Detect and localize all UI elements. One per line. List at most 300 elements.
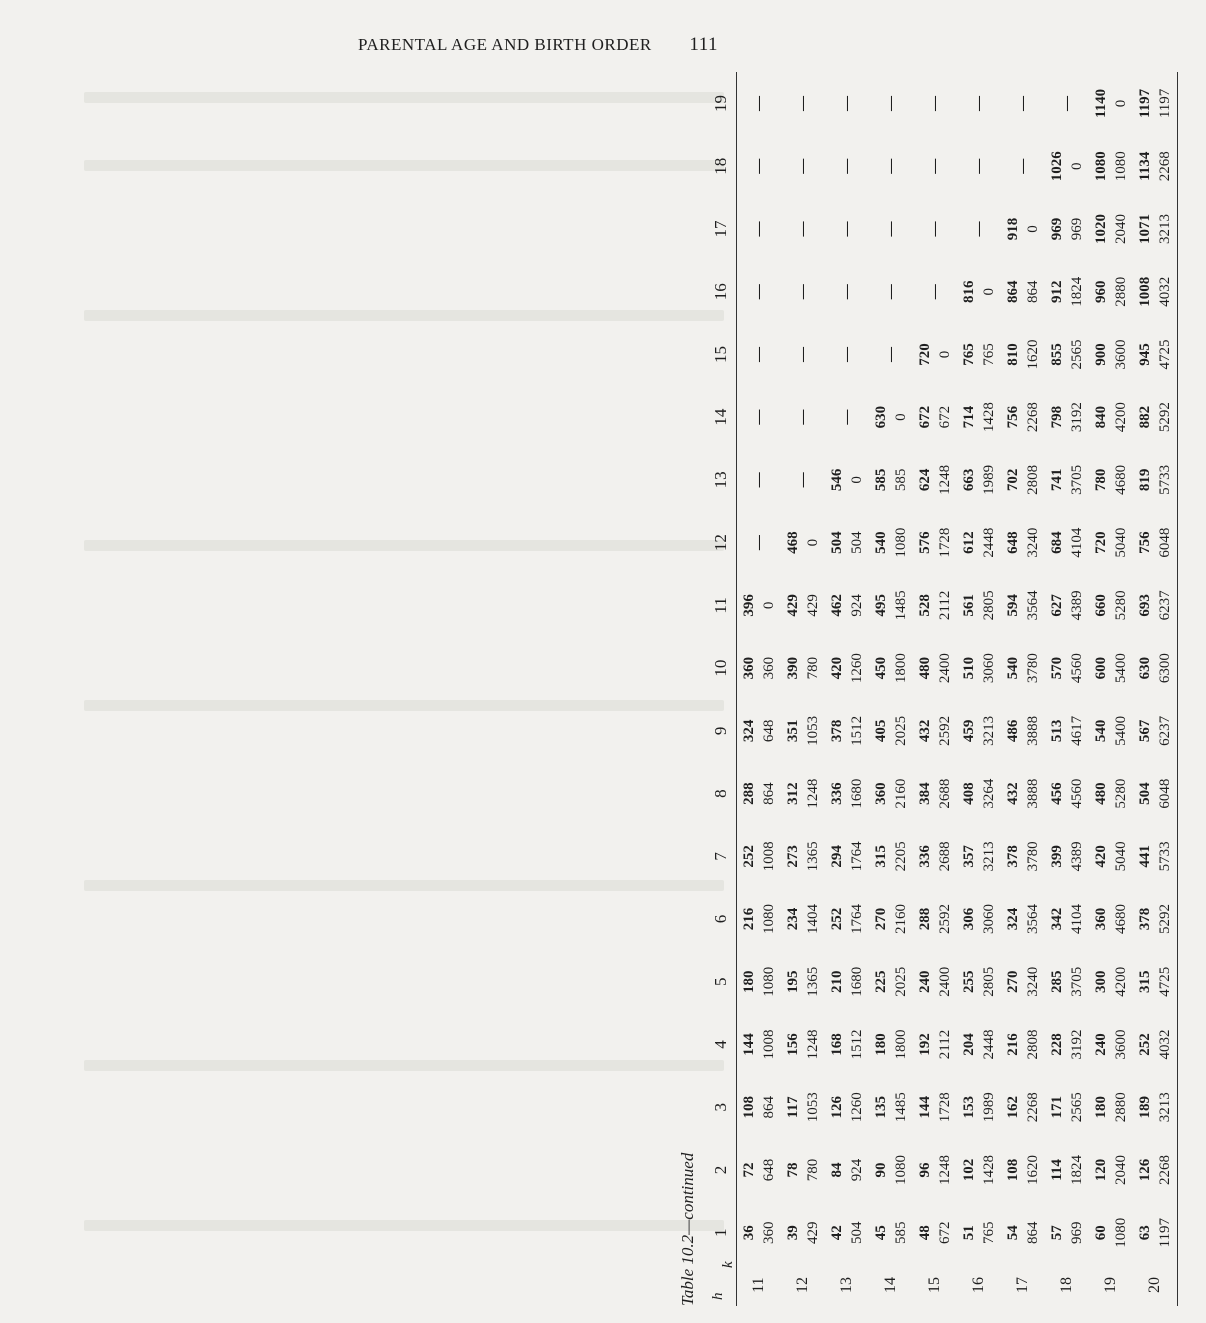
cell-secondary-value: 672: [937, 405, 953, 429]
cell-primary-value: 342: [1049, 907, 1065, 931]
cell-primary-value: 156: [785, 1033, 801, 1056]
show-through-line: [84, 700, 724, 711]
table-cell: [1133, 1013, 1178, 1076]
cell-secondary-value: 2880: [1113, 1092, 1129, 1123]
cell-primary-value: 252: [741, 845, 757, 868]
cell-primary-value: 540: [1093, 719, 1109, 743]
cell-primary-value: —: [927, 221, 943, 237]
cell-secondary-value: 0: [761, 601, 777, 610]
cell-primary-value: 1008: [1137, 276, 1153, 307]
cell-primary-value: —: [1059, 95, 1075, 111]
cell-secondary-value: 3600: [1113, 1029, 1129, 1060]
table-cell: [913, 574, 957, 637]
cell-primary-value: 84: [829, 1162, 845, 1178]
table-cell: [1045, 198, 1089, 261]
table-cell: [913, 1201, 957, 1264]
row-header: 14: [882, 1277, 899, 1294]
table-cell: [825, 135, 869, 198]
cell-secondary-value: 765: [981, 343, 997, 366]
cell-secondary-value: 5040: [1113, 841, 1129, 872]
cell-primary-value: —: [883, 221, 899, 237]
cell-primary-value: —: [751, 346, 767, 362]
cell-secondary-value: 429: [805, 1221, 821, 1244]
column-header: 18: [711, 157, 730, 175]
table-cell: [1133, 888, 1178, 951]
cell-primary-value: 204: [961, 1033, 977, 1056]
cell-secondary-value: 1197: [1157, 1217, 1173, 1248]
data-table: [706, 72, 1178, 1306]
table-cell: [913, 888, 957, 951]
cell-primary-value: 456: [1049, 782, 1065, 805]
table-row: [957, 72, 1001, 1306]
table-cell: [781, 1013, 825, 1076]
cell-primary-value: 36: [741, 1225, 757, 1241]
cell-primary-value: 60: [1093, 1225, 1109, 1241]
table-cell: [1133, 762, 1178, 825]
cell-secondary-value: 672: [937, 1221, 953, 1244]
cell-primary-value: 513: [1049, 719, 1065, 743]
cell-primary-value: 357: [961, 845, 977, 868]
cell-primary-value: 384: [917, 782, 933, 805]
cell-primary-value: —: [971, 95, 987, 111]
cell-primary-value: 96: [917, 1162, 933, 1178]
cell-primary-value: 1134: [1137, 151, 1153, 181]
table-cell: [825, 449, 869, 512]
table-cell: [737, 1201, 782, 1264]
cell-secondary-value: 2205: [893, 841, 909, 872]
cell-secondary-value: 1485: [893, 1092, 909, 1123]
cell-primary-value: —: [795, 284, 811, 300]
cell-secondary-value: 429: [805, 594, 821, 617]
cell-primary-value: 714: [961, 405, 977, 429]
table-cell: [1045, 888, 1089, 951]
cell-primary-value: 408: [961, 782, 977, 805]
cell-primary-value: 78: [785, 1162, 801, 1178]
table-cell: [869, 574, 913, 637]
table-cell: [781, 1139, 825, 1202]
cell-secondary-value: 1080: [1113, 1217, 1129, 1248]
table-cell: [781, 574, 825, 637]
cell-primary-value: 756: [1005, 405, 1021, 429]
table-cell: [869, 888, 913, 951]
cell-primary-value: 102: [961, 1158, 977, 1182]
cell-primary-value: 765: [961, 343, 977, 366]
cell-secondary-value: 0: [1069, 162, 1085, 170]
cell-secondary-value: 1008: [761, 841, 777, 872]
cell-primary-value: 315: [1137, 970, 1153, 994]
table-cell: [825, 198, 869, 261]
cell-secondary-value: 2805: [981, 590, 997, 621]
cell-primary-value: 528: [917, 594, 933, 617]
cell-primary-value: 630: [1137, 656, 1153, 680]
cell-secondary-value: 4032: [1157, 276, 1173, 307]
cell-secondary-value: 924: [849, 1158, 865, 1182]
cell-primary-value: 561: [961, 594, 977, 617]
column-header: 3: [711, 1103, 730, 1112]
cell-secondary-value: 3888: [1025, 778, 1041, 809]
cell-secondary-value: 1620: [1025, 339, 1041, 370]
cell-primary-value: 450: [873, 656, 889, 680]
cell-secondary-value: 3780: [1025, 841, 1041, 872]
cell-primary-value: 627: [1049, 594, 1065, 617]
table-cell: [1089, 1013, 1133, 1076]
cell-secondary-value: 2565: [1069, 1092, 1085, 1123]
k-label: k: [720, 1261, 736, 1268]
cell-primary-value: 351: [785, 719, 801, 743]
cell-primary-value: 54: [1005, 1225, 1021, 1241]
cell-primary-value: 432: [1005, 782, 1021, 805]
table-cell: [957, 637, 1001, 700]
cell-primary-value: 585: [873, 468, 889, 492]
cell-secondary-value: 2025: [893, 966, 909, 997]
cell-primary-value: 720: [1093, 531, 1109, 554]
cell-secondary-value: 3213: [981, 841, 997, 872]
cell-primary-value: 684: [1049, 531, 1065, 554]
table-cell: [825, 72, 869, 135]
table-cell: [1089, 699, 1133, 762]
cell-secondary-value: 2040: [1113, 1154, 1129, 1185]
table-cell: [957, 198, 1001, 261]
cell-secondary-value: 2112: [937, 590, 953, 621]
cell-secondary-value: 0: [937, 350, 953, 359]
cell-secondary-value: 0: [805, 538, 821, 547]
cell-secondary-value: 2400: [937, 966, 953, 997]
table-cell: [913, 1076, 957, 1139]
table-cell: [737, 950, 782, 1013]
cell-primary-value: 1080: [1093, 151, 1109, 182]
table-cell: [1001, 323, 1045, 386]
cell-primary-value: —: [883, 158, 899, 174]
table-cell: [957, 1013, 1001, 1076]
cell-secondary-value: 3192: [1069, 402, 1085, 433]
table-cell: [1045, 950, 1089, 1013]
cell-secondary-value: 1428: [981, 402, 997, 433]
cell-secondary-value: 1080: [893, 527, 909, 558]
table-cell: [1001, 511, 1045, 574]
table-cell: [825, 511, 869, 574]
table-cell: [1001, 1076, 1045, 1139]
table-cell: [869, 950, 913, 1013]
cell-secondary-value: 1053: [805, 715, 821, 746]
table-cell: [1001, 950, 1045, 1013]
cell-secondary-value: 4680: [1113, 904, 1129, 935]
cell-secondary-value: 4389: [1069, 841, 1085, 872]
cell-primary-value: 162: [1005, 1096, 1021, 1119]
table-cell: [781, 950, 825, 1013]
cell-secondary-value: 0: [849, 476, 865, 484]
cell-primary-value: —: [1015, 158, 1031, 174]
cell-primary-value: 189: [1137, 1096, 1153, 1119]
cell-primary-value: —: [971, 158, 987, 174]
cell-secondary-value: 3705: [1069, 464, 1085, 495]
cell-secondary-value: 780: [805, 656, 821, 680]
table-cell: [1133, 1139, 1178, 1202]
cell-secondary-value: 2565: [1069, 339, 1085, 370]
cell-primary-value: 273: [785, 845, 801, 868]
cell-secondary-value: 4560: [1069, 653, 1085, 684]
table-cell: [737, 574, 782, 637]
table-cell: [1089, 637, 1133, 700]
table-cell: [1133, 135, 1178, 198]
cell-primary-value: 117: [785, 1096, 801, 1119]
table-cell: [913, 762, 957, 825]
table-row: [1001, 72, 1045, 1306]
table-cell: [913, 1139, 957, 1202]
table-cell: [781, 699, 825, 762]
cell-secondary-value: 969: [1069, 217, 1085, 241]
table-cell: [781, 511, 825, 574]
table-cell: [1045, 1201, 1089, 1264]
cell-secondary-value: 1680: [849, 778, 865, 809]
cell-primary-value: 780: [1093, 468, 1109, 492]
cell-primary-value: 594: [1005, 594, 1021, 617]
cell-primary-value: 114: [1049, 1159, 1065, 1181]
cell-primary-value: —: [795, 158, 811, 174]
cell-secondary-value: 3213: [1157, 213, 1173, 244]
cell-primary-value: —: [883, 346, 899, 362]
cell-primary-value: 576: [917, 531, 933, 554]
table-cell: [737, 1139, 782, 1202]
cell-secondary-value: 6048: [1157, 778, 1173, 809]
table-cell: [869, 386, 913, 449]
table-cell: [1001, 449, 1045, 512]
column-header: 14: [711, 408, 730, 426]
cell-primary-value: 180: [873, 1033, 889, 1056]
cell-secondary-value: 2268: [1157, 1154, 1173, 1185]
row-header: 12: [794, 1277, 811, 1294]
cell-secondary-value: 1365: [805, 966, 821, 997]
cell-primary-value: 672: [917, 405, 933, 429]
cell-primary-value: 648: [1005, 531, 1021, 554]
table-cell: [869, 511, 913, 574]
cell-primary-value: 945: [1137, 343, 1153, 366]
page-number: 111: [689, 34, 718, 55]
table-cell: [957, 260, 1001, 323]
cell-secondary-value: 864: [1025, 280, 1041, 303]
cell-primary-value: —: [795, 346, 811, 362]
table-cell: [869, 260, 913, 323]
table-cell: [737, 1013, 782, 1076]
cell-secondary-value: 0: [1113, 99, 1129, 108]
cell-secondary-value: 4032: [1157, 1029, 1173, 1060]
cell-primary-value: 693: [1137, 594, 1153, 617]
cell-secondary-value: 5733: [1157, 841, 1173, 872]
cell-secondary-value: 4560: [1069, 778, 1085, 809]
cell-secondary-value: 360: [761, 1221, 777, 1244]
table-cell: [737, 323, 782, 386]
cell-primary-value: 912: [1049, 280, 1065, 303]
cell-secondary-value: 1248: [805, 778, 821, 809]
column-header: 16: [711, 283, 730, 301]
table-cell: [1001, 135, 1045, 198]
table-cell: [1001, 888, 1045, 951]
cell-secondary-value: 1080: [761, 966, 777, 997]
cell-primary-value: 918: [1005, 217, 1021, 241]
cell-primary-value: 390: [785, 656, 801, 680]
cell-secondary-value: 4104: [1069, 904, 1085, 935]
cell-primary-value: 288: [741, 782, 757, 805]
table-cell: [957, 1076, 1001, 1139]
cell-secondary-value: 1248: [805, 1029, 821, 1060]
table-cell: [1045, 511, 1089, 574]
cell-primary-value: 510: [961, 656, 977, 680]
cell-primary-value: 255: [961, 970, 977, 994]
table-cell: [1089, 1076, 1133, 1139]
cell-secondary-value: 1728: [937, 527, 953, 558]
table-cell: [737, 449, 782, 512]
cell-primary-value: 360: [741, 656, 757, 680]
cell-primary-value: 420: [829, 656, 845, 680]
table-cell: [957, 135, 1001, 198]
cell-secondary-value: 1404: [805, 904, 821, 935]
cell-secondary-value: 648: [761, 1158, 777, 1182]
cell-secondary-value: 1764: [849, 841, 865, 872]
cell-secondary-value: 2592: [937, 904, 953, 935]
cell-primary-value: 600: [1093, 656, 1109, 680]
cell-secondary-value: 2448: [981, 527, 997, 558]
column-header: 9: [711, 726, 730, 736]
table-cell: [1045, 574, 1089, 637]
cell-primary-value: 612: [961, 531, 977, 554]
cell-secondary-value: 4680: [1113, 464, 1129, 495]
cell-primary-value: 702: [1005, 468, 1021, 492]
table-row: [869, 72, 913, 1306]
row-header: 11: [750, 1277, 767, 1293]
cell-primary-value: 324: [741, 719, 757, 743]
cell-primary-value: —: [751, 221, 767, 237]
running-title: PARENTAL AGE AND BIRTH ORDER: [358, 35, 652, 54]
cell-primary-value: 360: [873, 782, 889, 805]
cell-primary-value: 468: [785, 531, 801, 554]
show-through-line: [84, 540, 724, 551]
cell-secondary-value: 1800: [893, 653, 909, 684]
table-cell: [1133, 386, 1178, 449]
table-cell: [1089, 323, 1133, 386]
table-cell: [913, 260, 957, 323]
cell-secondary-value: 5400: [1113, 653, 1129, 684]
table-title: Table 10.2—continued: [678, 1152, 697, 1306]
cell-secondary-value: 3600: [1113, 339, 1129, 370]
table-header-row: [706, 72, 737, 1306]
table-cell: [781, 260, 825, 323]
table-cell: [1045, 1013, 1089, 1076]
table-cell: [1001, 1139, 1045, 1202]
table-cell: [1001, 386, 1045, 449]
table-cell: [1045, 699, 1089, 762]
cell-secondary-value: 5280: [1113, 590, 1129, 621]
table-cell: [1089, 511, 1133, 574]
table-cell: [1089, 198, 1133, 261]
cell-primary-value: 420: [1093, 845, 1109, 868]
cell-primary-value: 546: [829, 468, 845, 492]
table-cell: [737, 260, 782, 323]
cell-secondary-value: 3780: [1025, 653, 1041, 684]
cell-secondary-value: 2808: [1025, 464, 1041, 495]
table-cell: [957, 825, 1001, 888]
cell-primary-value: 540: [873, 531, 889, 554]
table-cell: [825, 574, 869, 637]
cell-secondary-value: 780: [805, 1158, 821, 1182]
cell-primary-value: —: [839, 95, 855, 111]
cell-secondary-value: 1260: [849, 653, 865, 684]
column-header: 1: [711, 1228, 730, 1237]
cell-primary-value: 840: [1093, 405, 1109, 429]
cell-primary-value: 228: [1049, 1033, 1065, 1056]
cell-primary-value: 969: [1049, 217, 1065, 241]
cell-primary-value: 378: [829, 719, 845, 743]
table-cell: [913, 1013, 957, 1076]
cell-secondary-value: 585: [893, 1221, 909, 1244]
table-cell: [1045, 449, 1089, 512]
cell-secondary-value: 3564: [1025, 590, 1041, 621]
table-cell: [1089, 1139, 1133, 1202]
cell-primary-value: 1026: [1049, 151, 1065, 182]
cell-secondary-value: 6048: [1157, 527, 1173, 558]
cell-primary-value: 312: [785, 782, 801, 805]
table-cell: [1133, 511, 1178, 574]
cell-secondary-value: 2688: [937, 778, 953, 809]
table-cell: [781, 198, 825, 261]
table-cell: [957, 574, 1001, 637]
table-cell: [1089, 888, 1133, 951]
table-cell: [913, 699, 957, 762]
cell-secondary-value: 3192: [1069, 1029, 1085, 1060]
cell-primary-value: 429: [785, 594, 801, 617]
cell-primary-value: 90: [873, 1162, 889, 1178]
cell-secondary-value: 864: [761, 1096, 777, 1119]
table-cell: [869, 135, 913, 198]
table-cell: [957, 950, 1001, 1013]
cell-primary-value: 168: [829, 1033, 845, 1056]
cell-secondary-value: 2040: [1113, 213, 1129, 244]
table-cell: [957, 1139, 1001, 1202]
cell-secondary-value: 2268: [1157, 151, 1173, 182]
cell-primary-value: 810: [1005, 343, 1021, 366]
table-cell: [1089, 574, 1133, 637]
cell-secondary-value: 2268: [1025, 1092, 1041, 1123]
cell-secondary-value: 864: [761, 782, 777, 805]
table-cell: [1089, 386, 1133, 449]
cell-primary-value: —: [839, 409, 855, 425]
cell-primary-value: 108: [741, 1096, 757, 1119]
table-cell: [1133, 950, 1178, 1013]
cell-secondary-value: 504: [849, 1221, 865, 1244]
cell-primary-value: —: [751, 472, 767, 488]
cell-primary-value: 180: [1093, 1096, 1109, 1119]
cell-primary-value: 285: [1049, 970, 1065, 994]
table-cell: [825, 1139, 869, 1202]
cell-primary-value: 816: [961, 280, 977, 303]
cell-primary-value: 1071: [1137, 213, 1153, 244]
table-row: [913, 72, 957, 1306]
column-header: 7: [711, 852, 730, 861]
cell-primary-value: 57: [1049, 1225, 1065, 1241]
cell-secondary-value: 2688: [937, 841, 953, 872]
cell-primary-value: 1140: [1093, 88, 1109, 119]
cell-secondary-value: 4725: [1157, 339, 1173, 370]
table-cell: [825, 1076, 869, 1139]
table-cell: [957, 386, 1001, 449]
table-cell: [913, 449, 957, 512]
cell-primary-value: 855: [1049, 343, 1065, 366]
table-cell: [1089, 449, 1133, 512]
cell-secondary-value: 6300: [1157, 653, 1173, 684]
cell-primary-value: 336: [917, 845, 933, 868]
table-cell: [737, 135, 782, 198]
cell-primary-value: 252: [829, 907, 845, 931]
table-cell: [1001, 574, 1045, 637]
row-header: 19: [1102, 1277, 1119, 1294]
